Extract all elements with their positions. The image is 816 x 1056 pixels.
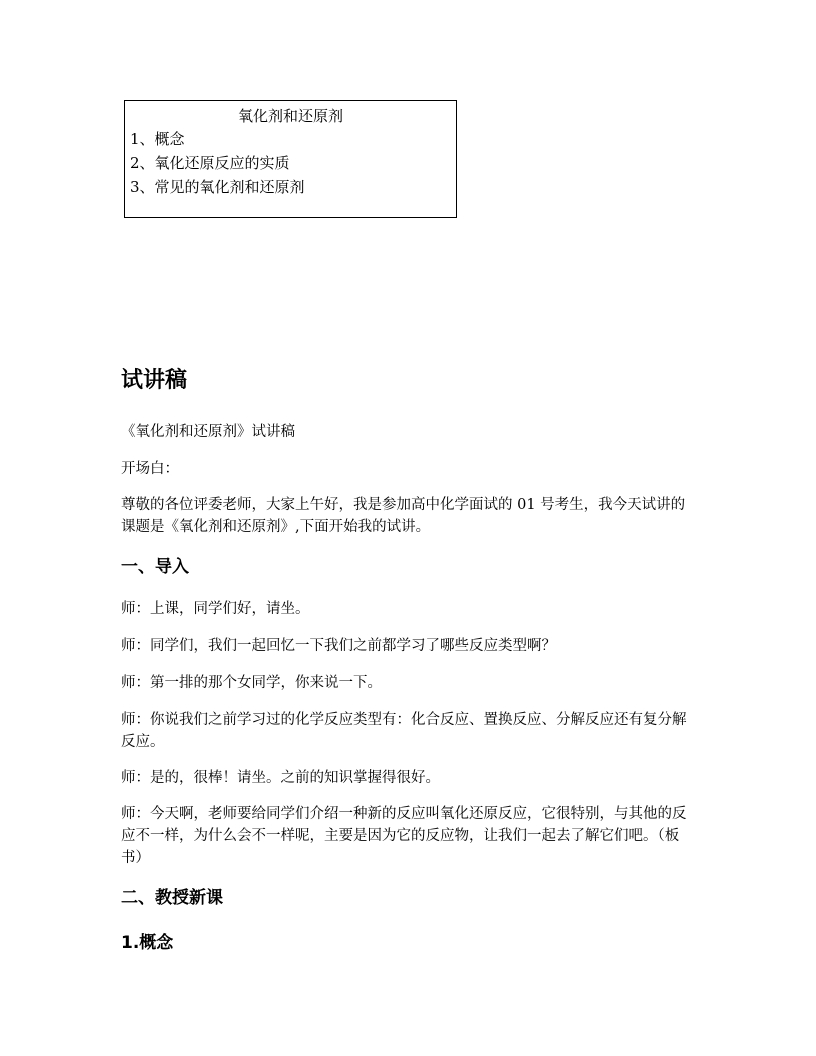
board-item-2: 2、氧化还原反应的实质 bbox=[130, 154, 290, 172]
blackboard-outline-box bbox=[124, 100, 457, 218]
dialogue-paragraph-2: 师：同学们，我们一起回忆一下我们之前都学习了哪些反应类型啊？ bbox=[121, 638, 556, 654]
opening-paragraph: 尊敬的各位评委老师，大家上午好，我是参加高中化学面试的 01 号考生，我今天试讲的课题是《氧化剂和还原剂》,下面开始我的试讲。 bbox=[121, 497, 686, 535]
document-subtitle: 《氧化剂和还原剂》试讲稿 bbox=[121, 424, 295, 440]
dialogue-paragraph-1: 师：上课，同学们好，请坐。 bbox=[121, 601, 310, 617]
dialogue-paragraph-4: 师：你说我们之前学习过的化学反应类型有：化合反应、置换反应、分解反应还有复分解反应。 bbox=[121, 712, 687, 750]
document-title: 试讲稿 bbox=[121, 368, 188, 393]
opening-label: 开场白： bbox=[121, 461, 179, 477]
section-heading-new-lesson: 二、教授新课 bbox=[121, 888, 223, 908]
section-heading-intro: 一、导入 bbox=[121, 557, 189, 577]
dialogue-paragraph-6: 师：今天啊，老师要给同学们介绍一种新的反应叫氧化还原反应，它很特别，与其他的反应不一样，为什么会不一样呢，主要是因为它的反应物，让我们一起去了解它们吧。（板书） bbox=[121, 806, 687, 866]
dialogue-paragraph-5: 师：是的，很棒！请坐。之前的知识掌握得很好。 bbox=[121, 770, 440, 786]
dialogue-paragraph-3: 师：第一排的那个女同学，你来说一下。 bbox=[121, 675, 382, 691]
board-title: 氧化剂和还原剂 bbox=[237, 107, 343, 125]
board-item-3: 3、常见的氧化剂和还原剂 bbox=[130, 178, 305, 196]
subsection-heading-concept: 1.概念 bbox=[121, 933, 174, 953]
board-item-1: 1、概念 bbox=[130, 130, 185, 148]
